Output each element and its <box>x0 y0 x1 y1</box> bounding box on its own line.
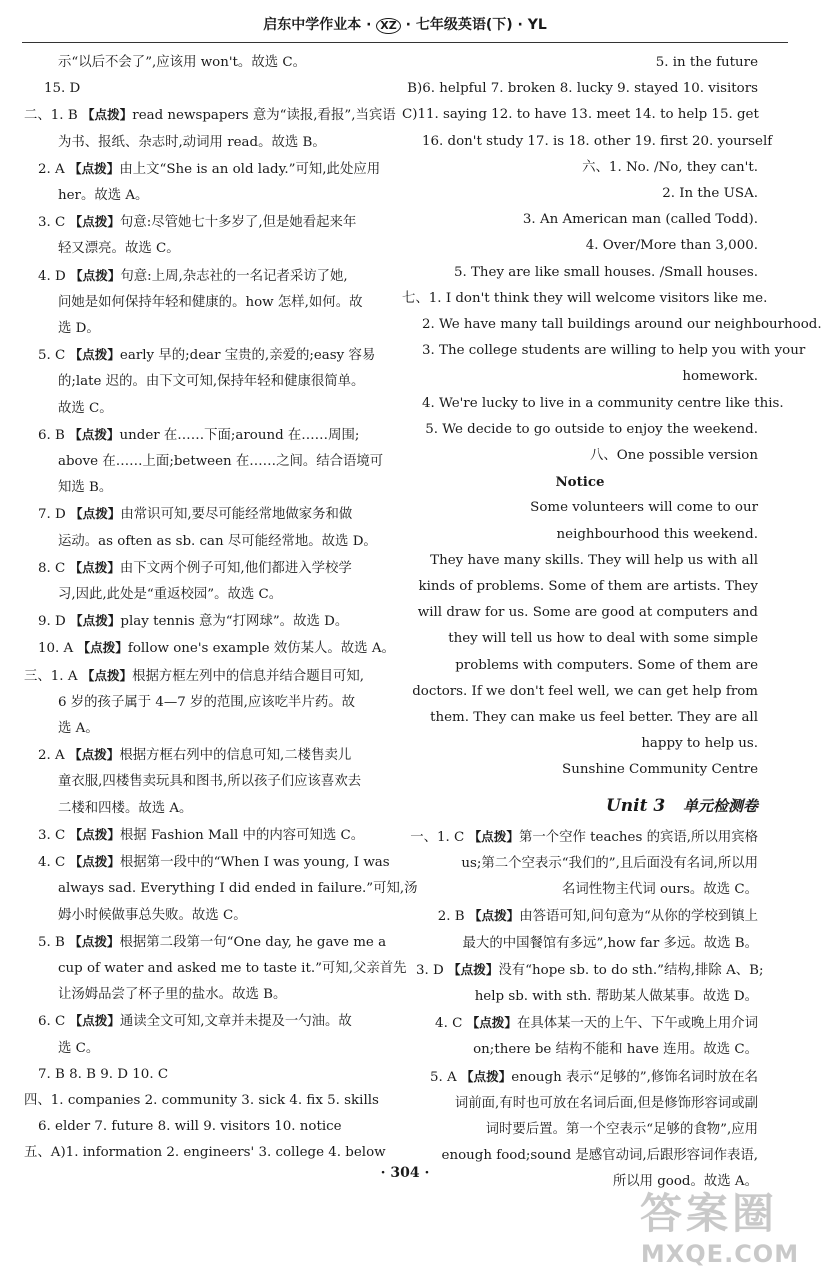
header-title-right: · 七年级英语(下) · YL <box>405 17 547 33</box>
answer-line <box>24 716 376 742</box>
answer-text: 5. We decide to go outside to enjoy the weekend. <box>425 421 758 437</box>
answer-number: 8. C <box>38 560 70 576</box>
answer-line <box>402 260 758 286</box>
answer-line <box>24 529 376 555</box>
answer-text: 由常识可知,要尽可能经常地做家务和做 <box>120 507 353 523</box>
answer-line <box>24 209 376 236</box>
answer-number: 2. B <box>437 909 469 925</box>
answer-line <box>402 233 758 259</box>
answer-text: 5. in the future <box>655 55 758 70</box>
answer-text: 2. We have many tall buildings around our neighbourhood. <box>422 317 822 333</box>
answer-line <box>24 555 376 582</box>
answer-line <box>402 1117 758 1143</box>
answer-line <box>402 102 758 128</box>
answer-line <box>24 475 376 501</box>
answer-text: 四、1. companies 2. community 3. sick 4. fix 5. skills <box>24 1092 379 1108</box>
answer-text: 3. The college students are willing to help you with your <box>422 343 806 359</box>
answer-text: 16. don't study 17. is 18. other 19. first 20. yourself <box>422 133 773 149</box>
answer-line <box>402 984 758 1010</box>
answer-line <box>402 1010 758 1037</box>
answer-number: 5. C <box>38 348 70 364</box>
answer-line <box>24 956 407 982</box>
answer-line <box>402 877 758 903</box>
answer-line <box>24 929 387 956</box>
answer-text: enough 表示“足够的”,修饰名词时放在名 <box>511 1069 758 1085</box>
hint-tag: 【点拨】 <box>69 347 120 363</box>
answer-line <box>24 1062 376 1088</box>
hint-tag: 【点拨】 <box>70 506 121 522</box>
answer-line <box>24 690 376 716</box>
answer-number: 9. D <box>38 614 71 630</box>
notice-paragraph-1: Some volunteers will come to our neighbourhood this weekend. <box>530 500 758 542</box>
answer-text: 词时要后置。第一个空表示“足够的食物”,应用 <box>485 1121 758 1137</box>
hint-tag: 【点拨】 <box>81 667 133 683</box>
answer-line <box>24 742 376 769</box>
answer-line <box>24 422 376 449</box>
answer-text: 6 岁的孩子属于 4—7 岁的范围,应该吃半片药。故 <box>58 694 356 710</box>
answer-text: 根据方框左列中的信息并结合题目可知, <box>132 668 365 684</box>
answer-text: 4. We're lucky to live in a community centre like this. <box>422 395 784 411</box>
answer-line <box>24 608 376 635</box>
answer-line <box>402 338 806 364</box>
answer-text: 所以用 good。故选 A。 <box>612 1174 758 1190</box>
answer-line <box>24 290 376 316</box>
answer-text: help sb. with sth. 帮助某人做某事。故选 D。 <box>474 988 758 1004</box>
notice-paragraph-2: They have many skills. They will help us with all kinds of problems. Some of them are artists. They will draw for us. Some are good at computers and they will tell us how to deal with some simple problems with computers. Some of them are doctors. If we don't feel well, we can get help from them. They can make us feel better. They are all happy to help us. <box>412 552 758 752</box>
answer-text: 6. elder 7. future 8. will 9. visitors 10. notice <box>38 1119 342 1135</box>
unit-title: Unit 3 <box>605 795 666 816</box>
answer-number: 3. C <box>38 827 70 843</box>
hint-tag: 【点拨】 <box>77 640 128 656</box>
watermark-logo-text: 答案圈 <box>640 1189 779 1238</box>
answer-text: 根据第二段第一句“One day, he gave me a <box>119 934 387 950</box>
answer-line <box>24 50 376 76</box>
right-column <box>402 50 822 1196</box>
hint-tag: 【点拨】 <box>70 267 121 283</box>
answer-line <box>402 417 758 443</box>
hint-tag: 【点拨】 <box>468 908 520 924</box>
answer-line <box>24 1008 376 1035</box>
answer-number: 二、1. B <box>24 108 82 124</box>
answer-text: 由下文两个例子可知,他们都进入学校学 <box>119 560 352 576</box>
hint-tag: 【点拨】 <box>69 214 120 230</box>
answer-number: 三、1. A <box>24 668 82 684</box>
answer-text: 姆小时候做事总失败。故选 C。 <box>58 907 247 923</box>
answer-line <box>24 582 376 608</box>
hint-tag: 【点拨】 <box>69 854 120 870</box>
answer-text: 词前面,有时也可放在名词后面,但是修饰形容词或副 <box>454 1095 758 1111</box>
answer-text: follow one's example 效仿某人。故选 A。 <box>127 641 395 657</box>
answer-text: 八、One possible version <box>590 448 758 464</box>
answer-line <box>24 501 376 528</box>
answer-line <box>402 181 758 207</box>
answer-line <box>402 286 768 312</box>
hint-tag: 【点拨】 <box>460 1068 512 1084</box>
answer-line <box>402 207 758 233</box>
answer-number: 7. D <box>38 507 71 523</box>
hint-tag: 【点拨】 <box>69 1013 120 1029</box>
answer-line <box>402 391 784 417</box>
notice-signature: Sunshine Community Centre <box>562 762 758 778</box>
answer-line <box>402 50 758 76</box>
answer-text: 的;late 迟的。由下文可知,保持年轻和健康很简单。 <box>58 374 365 390</box>
answer-text: 选 C。 <box>58 1040 100 1056</box>
header-rule <box>22 42 788 43</box>
unit-subtitle: 单元检测卷 <box>682 796 758 815</box>
answer-text: enough food;sound 是感官动词,后跟形容词作表语, <box>441 1148 758 1164</box>
hint-tag: 【点拨】 <box>69 933 120 949</box>
answer-text: 句意:上周,杂志社的一名记者采访了她, <box>120 268 348 284</box>
answer-text: 问她是如何保持年轻和健康的。how 怎样,如何。故 <box>58 294 363 310</box>
answer-line <box>24 849 390 876</box>
answer-number: 一、1. C <box>410 829 469 845</box>
answer-line <box>402 824 758 851</box>
answer-text: 选 A。 <box>58 721 99 737</box>
answer-text: 选 D。 <box>58 321 100 337</box>
header-title-left: 启东中学作业本 · <box>263 17 372 33</box>
answer-text: early 早的;dear 宝贵的,亲爱的;easy 容易 <box>119 348 376 364</box>
answer-line <box>24 236 376 262</box>
answer-line <box>24 822 376 849</box>
answer-text: 故选 C。 <box>58 400 113 416</box>
answer-number: 5. A <box>429 1069 461 1085</box>
unit-heading <box>402 788 758 824</box>
answer-text: 句意:尽管她七十多岁了,但是她看起来年 <box>119 215 357 231</box>
answer-line <box>402 957 764 984</box>
answer-line <box>402 1037 758 1063</box>
answer-number: 4. C <box>38 855 70 871</box>
hint-tag: 【点拨】 <box>466 1015 517 1031</box>
answer-number: 3. C <box>38 215 70 231</box>
left-column <box>24 50 418 1167</box>
answer-line <box>24 903 376 929</box>
answer-line <box>24 1114 376 1140</box>
answer-text: 根据 Fashion Mall 中的内容可知选 C。 <box>119 827 365 843</box>
answer-line <box>24 876 418 902</box>
watermark <box>640 1188 800 1276</box>
hint-tag: 【点拨】 <box>70 613 121 629</box>
answer-line <box>24 183 376 209</box>
answer-line <box>24 342 376 369</box>
hint-tag: 【点拨】 <box>69 559 120 575</box>
answer-number: 10. A <box>38 641 78 657</box>
answer-line <box>24 76 376 102</box>
answer-line <box>402 903 758 930</box>
answer-line <box>24 316 376 342</box>
page-header <box>0 14 810 34</box>
answer-text: above 在……上面;between 在……之间。结合语境可 <box>58 454 384 470</box>
answer-line <box>402 129 773 155</box>
hint-tag: 【点拨】 <box>448 961 499 977</box>
answer-text: 轻又漂亮。故选 C。 <box>58 241 180 257</box>
answer-line <box>24 1088 379 1114</box>
right-column-unit3-answers <box>402 824 764 1196</box>
answer-line <box>24 449 384 475</box>
answer-text: us;第二个空表示“我们的”,且后面没有名词,所以用 <box>461 855 758 871</box>
answer-text: 为书、报纸、杂志时,动词用 read。故选 B。 <box>58 134 326 150</box>
hint-tag: 【点拨】 <box>69 426 120 442</box>
answer-line <box>24 396 376 422</box>
hint-tag: 【点拨】 <box>68 747 120 763</box>
answer-line <box>402 1091 758 1117</box>
answer-text: homework. <box>682 369 758 385</box>
answer-line <box>24 1036 376 1062</box>
page-number: · 304 · <box>380 1165 430 1181</box>
answer-text: 根据方框右列中的信息可知,二楼售卖儿 <box>119 748 352 764</box>
answer-line <box>402 364 758 390</box>
answer-text: B)6. helpful 7. broken 8. lucky 9. stayed 10. visitors <box>407 81 758 97</box>
answer-text: 在具体某一天的上午、下午或晚上用介词 <box>516 1016 758 1032</box>
answer-line <box>402 312 822 338</box>
answer-text: 第一个空作 teaches 的宾语,所以用宾格 <box>518 829 758 845</box>
answer-text: 由上文“She is an old lady.”可知,此处应用 <box>119 161 381 177</box>
answer-text: 最大的中国餐馆有多远”,how far 多远。故选 B。 <box>462 935 758 951</box>
answer-line <box>24 156 381 183</box>
answer-number: 4. C <box>435 1016 467 1032</box>
answer-text: 运动。as often as sb. can 尽可能经常地。故选 D。 <box>58 533 377 549</box>
answer-line <box>24 663 376 690</box>
answer-line <box>24 263 376 290</box>
answer-text: 知选 B。 <box>58 480 113 496</box>
answer-text: cup of water and asked me to taste it.”可知,父亲首先 <box>58 960 407 976</box>
answer-text: read newspapers 意为“读报,看报”,当宾语 <box>132 108 396 124</box>
notice-title: Notice <box>555 474 605 491</box>
right-column-answers <box>402 50 822 469</box>
answer-number: 6. C <box>38 1014 70 1030</box>
answer-text: play tennis 意为“打网球”。故选 D。 <box>120 614 349 630</box>
answer-line <box>402 76 758 102</box>
answer-line <box>24 982 376 1008</box>
answer-line <box>24 369 376 395</box>
answer-number: 2. A <box>38 161 69 177</box>
hint-tag: 【点拨】 <box>81 107 133 123</box>
answer-line <box>402 851 758 877</box>
answer-text: 童衣服,四楼售卖玩具和图书,所以孩子们应该喜欢去 <box>58 774 362 790</box>
watermark-url: MXQE.COM <box>640 1240 800 1268</box>
answer-text: 五、A)1. information 2. engineers' 3. college 4. below <box>24 1145 386 1161</box>
header-badge: XZ <box>376 18 400 34</box>
answer-number: 4. D <box>38 268 71 284</box>
answer-number: 2. A <box>38 748 69 764</box>
answer-text: always sad. Everything I did ended in failure.”可知,汤 <box>58 881 418 897</box>
answer-text: 根据第一段中的“When I was young, I was <box>119 855 390 871</box>
answer-line <box>402 443 758 469</box>
answer-line <box>402 1064 758 1091</box>
answer-text: 没有“hope sb. to do sth.”结构,排除 A、B; <box>498 962 764 978</box>
answer-number: 3. D <box>416 962 449 978</box>
answer-line <box>24 769 376 795</box>
answer-text: on;there be 结构不能和 have 连用。故选 C。 <box>473 1042 758 1058</box>
answer-line <box>24 130 376 156</box>
hint-tag: 【点拨】 <box>69 826 120 842</box>
answer-text: C)11. saying 12. to have 13. meet 14. to help 15. get <box>402 107 759 123</box>
answer-text: 由答语可知,问句意为“从你的学校到镇上 <box>519 909 758 925</box>
answer-number: 5. B <box>38 934 70 950</box>
answer-line <box>402 155 758 181</box>
answer-text: under 在……下面;around 在……周围; <box>119 427 360 443</box>
answer-text: 2. In the USA. <box>662 186 758 202</box>
answer-line <box>24 1140 386 1166</box>
answer-text: 让汤姆品尝了杯子里的盐水。故选 B。 <box>58 987 287 1003</box>
answer-text: 示“以后不会了”,应该用 won't。故选 C。 <box>58 55 306 70</box>
answer-text: 习,因此,此处是“重返校园”。故选 C。 <box>58 587 283 603</box>
answer-text: 7. B 8. B 9. D 10. C <box>38 1066 169 1082</box>
answer-text: 六、1. No. /No, they can't. <box>582 159 758 175</box>
answer-line <box>24 796 376 822</box>
hint-tag: 【点拨】 <box>68 160 120 176</box>
answer-text: 4. Over/More than 3,000. <box>585 238 758 254</box>
answer-text: 二楼和四楼。故选 A。 <box>58 800 193 816</box>
answer-text: 名词性物主代词 ours。故选 C。 <box>561 882 758 898</box>
answer-text: her。故选 A。 <box>58 188 149 204</box>
answer-text: 5. They are like small houses. /Small houses. <box>453 264 758 280</box>
answer-line <box>402 931 758 957</box>
answer-text: 通读全文可知,文章并未提及一勺油。故 <box>119 1014 352 1030</box>
answer-line <box>24 635 395 662</box>
answer-text: 15. D <box>44 81 81 97</box>
answer-text: 3. An American man (called Todd). <box>522 212 758 228</box>
answer-line <box>24 102 396 129</box>
hint-tag: 【点拨】 <box>468 828 519 844</box>
answer-text: 七、1. I don't think they will welcome visitors like me. <box>402 290 768 306</box>
answer-number: 6. B <box>38 427 70 443</box>
